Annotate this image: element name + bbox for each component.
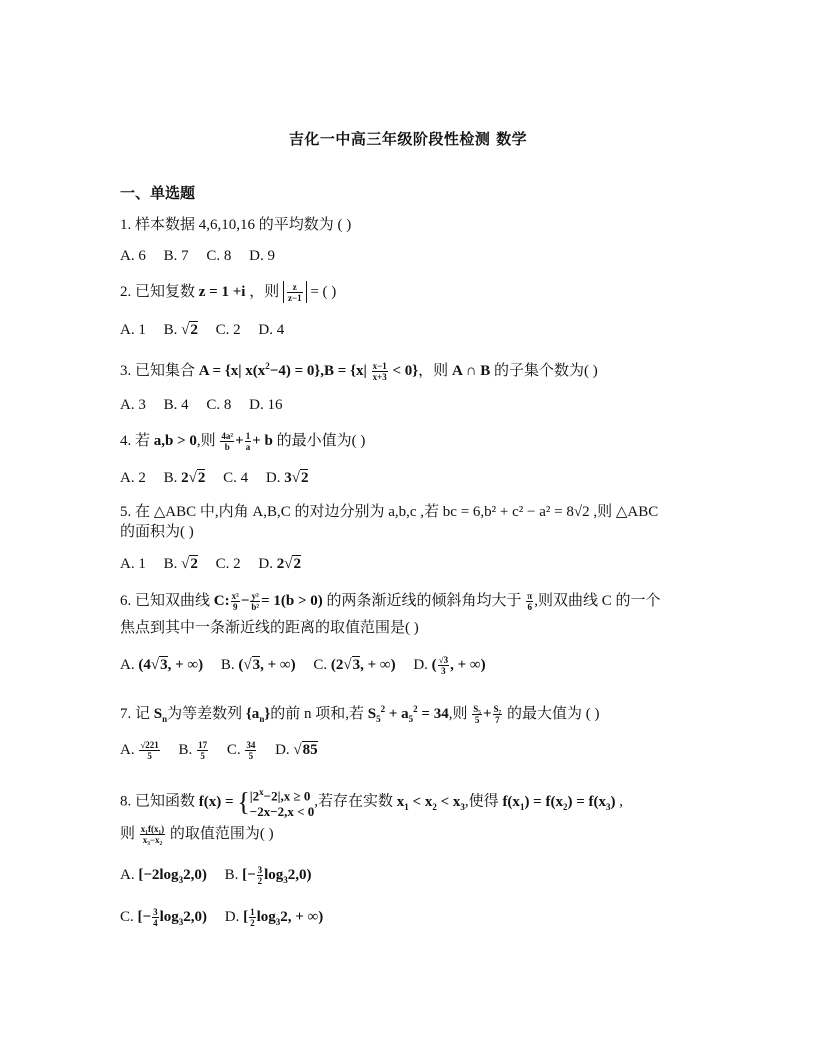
question-6-options [120,654,500,676]
math-expression: $\frac{\text{4a²}}{b}$ + $\frac{1}{a}$ + b [221,431,273,453]
question-7-mid2: 的前 n 项和,若 [270,706,365,722]
question-8-mid: ,若存在实数 [314,793,394,810]
option-d[interactable]: D. 2√2 [258,556,301,572]
question-5-line-2: 的面积为( ) [120,524,194,540]
question-2-options [120,319,298,341]
math-expression: $\frac{\text{x₁f(x₁)}}{\text{x₃−x₂}}$ [140,824,165,846]
math-expression: $\frac{z}{z-1}$ [283,281,307,303]
option-c[interactable]: C. 8 [206,248,232,264]
option-b[interactable]: B. [− $\frac{3}{2}$ $\log_32,0$) [224,865,312,887]
math-expression: $S_5^2 + a_5^2 = 34$ [367,704,449,724]
option-d[interactable]: D. [ $\frac{1}{2}$ $\log_32$, + ∞) [224,907,324,929]
question-1-options [120,245,289,267]
question-8-line-2 [120,823,274,845]
question-4-suffix: 的最小值为( ) [276,433,366,449]
question-6-prefix: 6. 已知双曲线 [120,593,211,609]
question-7: 7. 记 $S_n$为等差数列 $\{a_n\}$的前 n 项和,若 $S_5^2 + a_5^2 = 34$,则 $\frac{\text{S₅}}{5}$ + $\frac{\text{S₇}}{7}$ 的最大值为 ( ) [120,704,600,726]
option-c[interactable]: C. $\frac{34}{5}$ [226,740,256,762]
option-d[interactable]: D. 9 [249,248,275,264]
math-expression: $\frac{\pi}{6}$ [527,591,533,613]
option-c[interactable]: C. 8 [206,397,232,413]
question-8-options-row-2 [120,906,337,933]
option-c[interactable]: C. [− $\frac{3}{4}$ $\log_32,0$) [120,907,207,929]
option-b[interactable]: B. 4 [163,397,189,413]
question-6-line-2: 焦点到其中一条渐近线的距离的取值范围是( ) [120,620,419,636]
question-8-options-row-1 [120,864,326,891]
math-expression: z = 1 +i [198,284,250,300]
question-1: 1. 样本数据 4,6,10,16 的平均数为 ( ) [120,217,352,233]
question-7-suffix: 的最大值为 ( ) [507,706,600,722]
question-6-mid: 的两条渐近线的倾斜角均大于 [326,593,522,609]
question-3-options [120,394,296,416]
math-expression: C: $\frac{\text{x²}}{9}$ − $\frac{\text{y²}}{\text{b²}}$ = 1(b > 0) [213,591,323,613]
option-d[interactable]: D. ( $\frac{√3}{3}$ , + ∞) [413,655,486,677]
option-a[interactable]: A. 2 [120,470,146,486]
math-expression: A = {x| $x(x^2-4) = 0\},B = \{x|$ $\frac{x-1}{x+3}$ < 0} [198,361,419,383]
question-8-line-1: 8. 已知函数 $f(x) = \{|2^x-2|,x \ge 0$ −2x−2,x < 0,若存在实数 $x_1 < x_2 < x_3$,使得 $f(x_1) = f(x_2) = f(x_3)$ , [120,787,624,820]
option-a[interactable]: A. $[-2\log_32,0)$ [120,867,207,885]
question-5-line-1: 5. 在 △ABC 中,内角 A,B,C 的对边分别为 a,b,c ,若 bc = 6,b² + c² − a² = 8√2 ,则 △ABC [120,504,659,520]
option-d[interactable]: D. 4 [258,322,285,338]
question-4 [120,430,365,452]
option-a[interactable]: A. $\frac{√221}{5}$ [120,740,159,762]
question-5-options [120,553,315,575]
page-title: 吉化一中高三年级阶段性检测 数学 [288,130,528,148]
question-2: 2. 已知复数 z = 1 +i ，则 $\frac{z}{z-1}$ = ( ) [120,282,337,304]
question-4-prefix: 4. 若 [120,433,151,449]
section-heading: 一、单选题 [120,184,196,202]
question-7-options [120,739,332,761]
question-8-line2-prefix: 则 [120,826,136,842]
option-a[interactable]: A. (4√3, + ∞) [120,657,204,673]
option-b[interactable]: B. 7 [163,248,189,264]
option-b[interactable]: B. (√3, + ∞) [220,657,296,673]
math-expression: $S_n$ [153,706,168,724]
option-a[interactable]: A. 3 [120,397,146,413]
question-7-prefix: 7. 记 [120,706,151,722]
question-8-mid2: ,使得 [464,793,499,810]
question-8-suffix: 的取值范围为( ) [169,826,274,842]
math-expression: $f(x) = \{|2^x-2|,x \ge 0$ −2x−2,x < 0 [198,787,315,820]
question-3-prefix: 3. 已知集合 [120,363,196,379]
question-7-mid: 为等差数列 [167,706,243,722]
option-c[interactable]: C. (2√3, + ∞) [313,657,396,673]
math-expression: $f(x_1) = f(x_2) = f(x_3)$ [502,793,616,812]
math-expression: $\{a_n\}$ [245,706,271,724]
math-expression: a,b > 0 [153,433,197,449]
math-expression: $\frac{\text{S₅}}{5}$ + $\frac{\text{S₇}}{7}$ [473,704,502,726]
option-a[interactable]: A. 6 [120,248,146,264]
question-2-suffix: = ( ) [310,284,337,300]
option-d[interactable]: D. 3√2 [265,470,309,486]
question-4-options [120,467,322,489]
option-d[interactable]: D. √85 [275,742,318,758]
question-6-line-1 [120,590,660,612]
option-b[interactable]: B. 2√2 [163,470,206,486]
question-2-prefix: 2. 已知复数 [120,284,196,300]
option-a[interactable]: A. 1 [120,556,146,572]
math-expression: $x_1 < x_2 < x_3$ [396,793,465,812]
option-c[interactable]: C. 4 [223,470,249,486]
question-3: 3. 已知集合 A = {x| $x(x^2-4) = 0\},B = \{x|$ $\frac{x-1}{x+3}$ < 0}，则 A ∩ B 的子集个数为( ) [120,361,598,383]
question-6-end: ,则双曲线 C 的一个 [534,593,661,609]
option-c[interactable]: C. 2 [215,556,241,572]
option-c[interactable]: C. 2 [215,322,241,338]
option-b[interactable]: B. √2 [163,322,198,338]
option-b[interactable]: B. $\frac{17}{5}$ [178,740,208,762]
option-d[interactable]: D. 16 [249,397,283,413]
option-a[interactable]: A. 1 [120,322,146,338]
question-8-prefix: 8. 已知函数 [120,793,196,810]
question-4-mid: ,则 [196,433,216,449]
option-b[interactable]: B. √2 [163,556,198,572]
question-3-suffix: 的子集个数为( ) [493,363,598,379]
